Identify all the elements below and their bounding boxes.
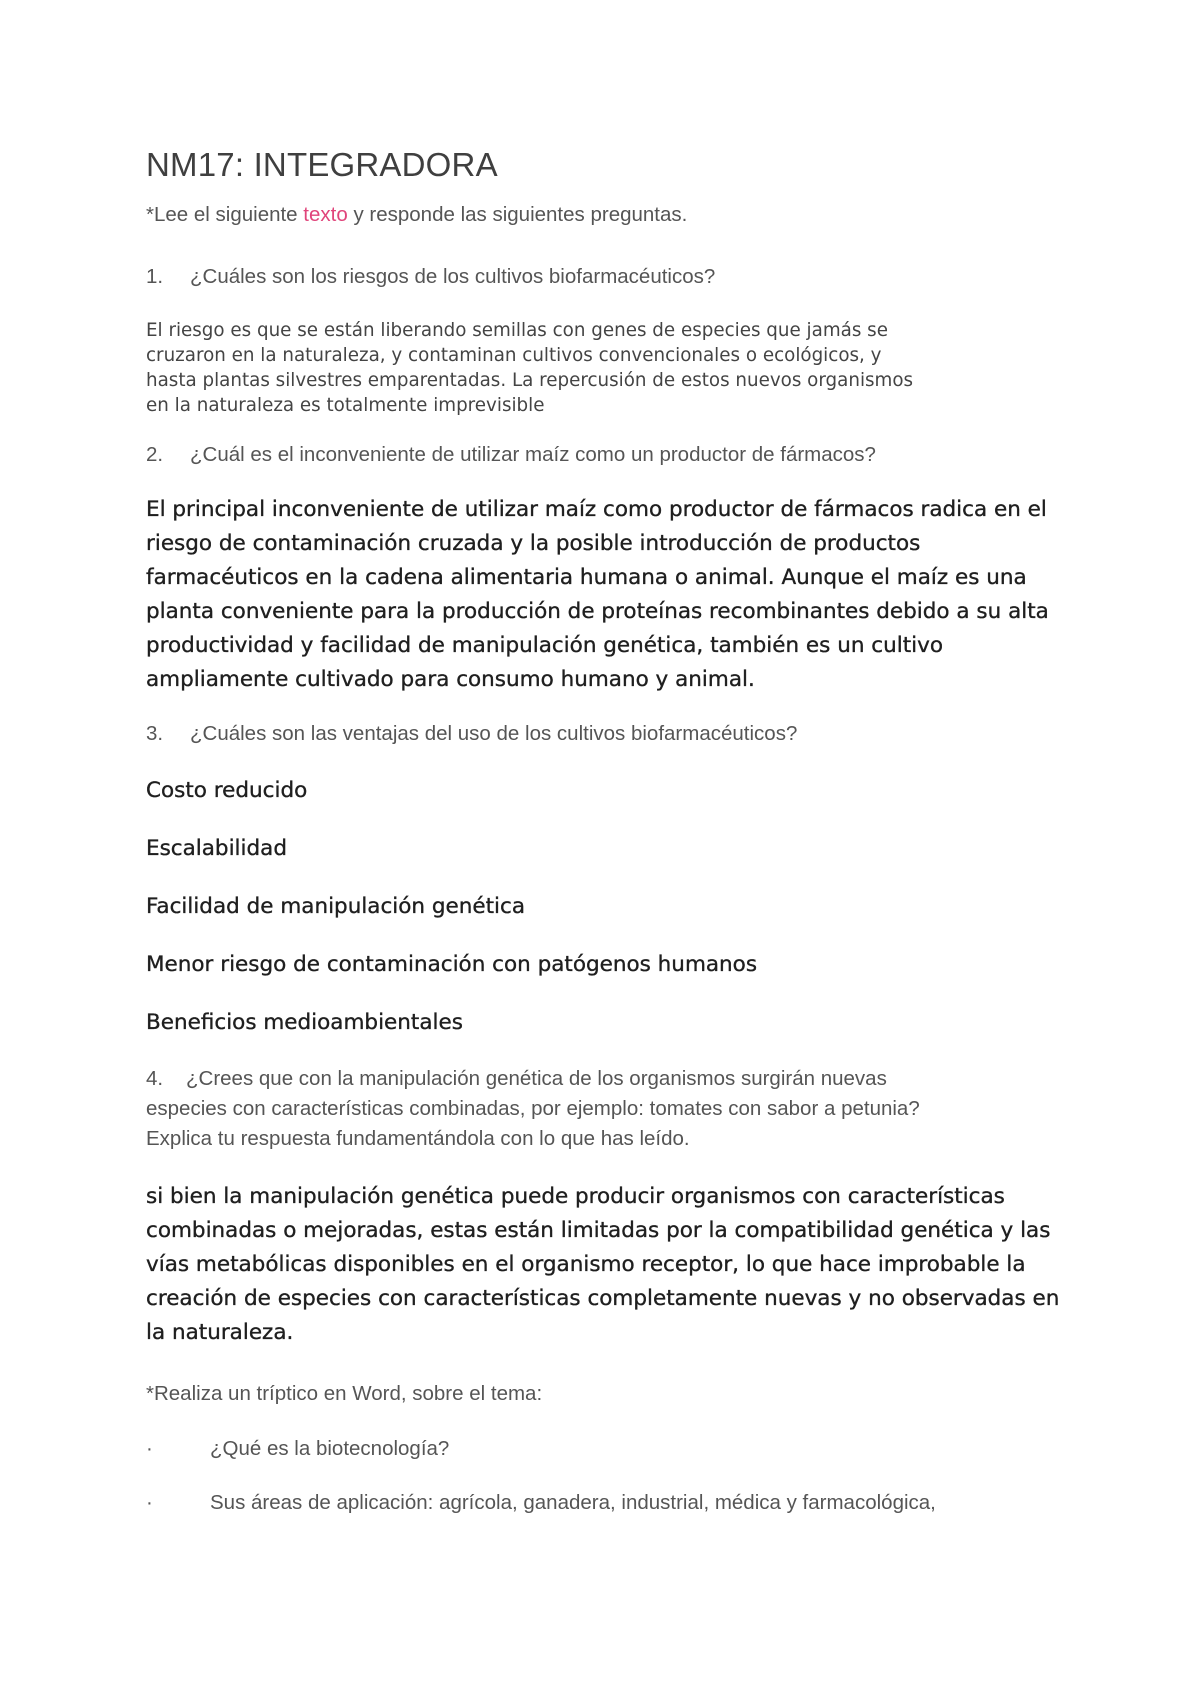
answer-2-line: productividad y facilidad de manipulación genética, también es un cultivo [146,633,943,658]
question-1-text: ¿Cuáles son los riesgos de los cultivos biofarmacéuticos? [190,265,716,288]
question-1-number: 1. [146,265,164,288]
answer-1-line: El riesgo es que se están liberando semillas con genes de especies que jamás se [146,320,888,341]
answer-2-line: riesgo de contaminación cruzada y la posible introducción de productos [146,531,921,556]
task-bullet-text: Sus áreas de aplicación: agrícola, ganadera, industrial, médica y farmacológica, [210,1491,936,1514]
question-4-line: Explica tu respuesta fundamentándola con lo que has leído. [146,1127,690,1150]
question-1 [146,265,715,289]
question-4 [146,1064,920,1154]
question-2-text: ¿Cuál es el inconveniente de utilizar maíz como un productor de fármacos? [190,443,876,466]
task-instruction: *Realiza un tríptico en Word, sobre el tema: [146,1382,543,1405]
answer-1-line: en la naturaleza es totalmente imprevisible [146,395,545,416]
instruction-after: y responde las siguientes preguntas. [347,203,688,226]
page-title: NM17: INTEGRADORA [146,146,498,183]
bullet-dot-icon: · [146,1437,153,1460]
question-4-line: especies con características combinadas, por ejemplo: tomates con sabor a petunia? [146,1097,920,1120]
question-4-number: 4. [146,1067,164,1090]
bullet-dot-icon: · [146,1491,153,1514]
answer-2 [146,493,1049,697]
question-3 [146,722,797,746]
answer-3-item: Beneficios medioambientales [146,1010,463,1035]
task-bullet [146,1491,936,1515]
instruction [146,203,687,227]
answer-3-item: Escalabilidad [146,836,287,861]
answer-3-item: Facilidad de manipulación genética [146,894,526,919]
answer-4-line: vías metabólicas disponibles en el organismo receptor, lo que hace improbable la [146,1252,1026,1277]
task-bullet [146,1437,449,1461]
answer-2-line: farmacéuticos en la cadena alimentaria humana o animal. Aunque el maíz es una [146,565,1027,590]
question-2 [146,443,876,467]
answer-1-line: cruzaron en la naturaleza, y contaminan cultivos convencionales o ecológicos, y [146,345,882,366]
answer-4-line: si bien la manipulación genética puede producir organismos con características [146,1184,1005,1209]
answer-3-item: Costo reducido [146,778,308,803]
answer-4-line: combinadas o mejoradas, estas están limitadas por la compatibilidad genética y las [146,1218,1051,1243]
texto-link[interactable]: texto [303,203,348,226]
task-bullet-text: ¿Qué es la biotecnología? [210,1437,450,1460]
answer-4-line: creación de especies con características completamente nuevas y no observadas en [146,1286,1060,1311]
answer-4 [146,1180,1059,1350]
question-3-text: ¿Cuáles son las ventajas del uso de los cultivos biofarmacéuticos? [190,722,798,745]
answer-2-line: planta conveniente para la producción de proteínas recombinantes debido a su alta [146,599,1049,624]
question-4-line: ¿Crees que con la manipulación genética de los organismos surgirán nuevas [186,1067,887,1090]
answer-4-line: la naturaleza. [146,1320,294,1345]
instruction-before: *Lee el siguiente [146,203,304,226]
question-3-number: 3. [146,722,164,745]
answer-2-line: El principal inconveniente de utilizar maíz como productor de fármacos radica en el [146,497,1047,522]
answer-1-line: hasta plantas silvestres emparentadas. La repercusión de estos nuevos organismos [146,370,914,391]
answer-2-line: ampliamente cultivado para consumo humano y animal. [146,667,755,692]
answer-1 [146,318,913,418]
answer-3-item: Menor riesgo de contaminación con patógenos humanos [146,952,758,977]
question-2-number: 2. [146,443,164,466]
